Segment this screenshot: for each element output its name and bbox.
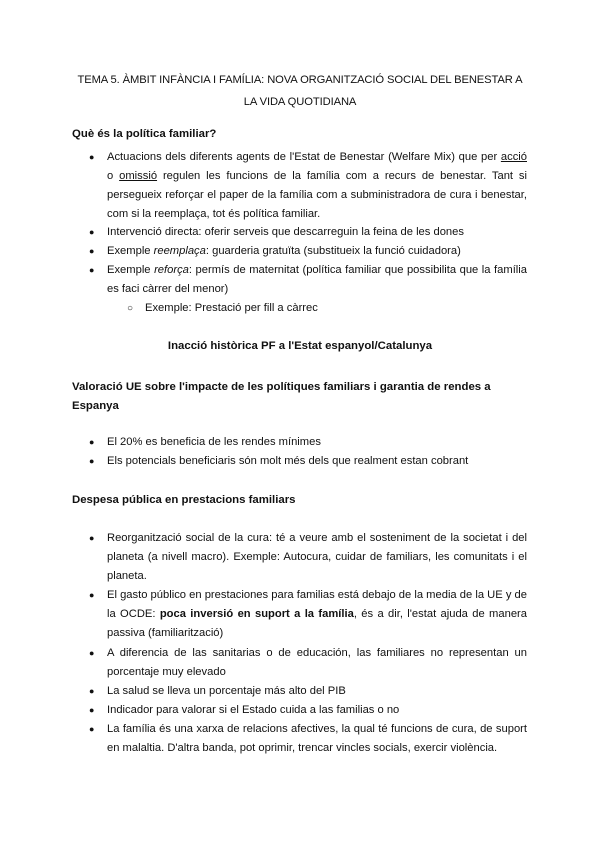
sub-list-item: Exemple: Prestació per fill a càrrec [145,302,318,314]
title-line-1: TEMA 5. ÀMBIT INFÀNCIA I FAMÍLIA: NOVA ORGANITZACIÓ SOCIAL DEL BENESTAR A [77,74,523,86]
heading-public-spending: Despesa pública en prestacions familiars [72,494,296,506]
list-item: Reorganització social de la cura: té a veure amb el sosteniment de la societat i del planeta (a nivell macro). Exemple: Autocura, cuidar de familiars, les comunitats i el planeta. [107,532,527,582]
bullet-marker: ● [89,705,95,715]
bullet-marker: ● [89,724,95,734]
list-item: Intervenció directa: oferir serveis que descarreguin la feina de les dones [107,226,464,238]
bullet-marker: ● [89,686,95,696]
heading-family-policy: Què és la política familiar? [72,128,217,140]
bullet-marker: ● [89,437,95,447]
list-item: La família és una xarxa de relacions afectives, la qual té funcions de cura, de suport en malaltia. D'altra banda, pot oprimir, trencar vincles socials, exercir violència. [107,723,527,754]
list-item: La salud se lleva un porcentaje más alto del PIB [107,685,346,697]
list-item: El 20% es beneficia de les rendes mínimes [107,436,321,448]
sub-bullet-marker: ○ [127,303,134,314]
heading-historical-inaction: Inacció històrica PF a l'Estat espanyol/Catalunya [167,340,433,352]
bullet-marker: ● [89,648,95,658]
list-item: A diferencia de las sanitarias o de educación, las familiares no representan un porcentaje muy elevado [107,647,527,678]
list-item: Actuacions dels diferents agents de l'Estat de Benestar (Welfare Mix) que per acció o omissió regulen les funcions de la família com a recurs de benestar. Tant si persegueix reforçar el paper de la família com a subministradora de cura i benestar, com si la reemplaça, tot és política familiar. [107,151,527,220]
list-item: Exemple reemplaça: guarderia gratuïta (substitueix la funció cuidadora) [107,245,461,257]
title-line-2: LA VIDA QUOTIDIANA [243,96,357,108]
list-item: Exemple reforça: permís de maternitat (política familiar que possibilita que la família es faci càrrer del menor) [107,264,527,295]
bullet-marker: ● [89,227,95,237]
bullet-marker: ● [89,533,95,543]
bullet-marker: ● [89,265,95,275]
bullet-marker: ● [89,456,95,466]
heading-eu-assessment: Valoració UE sobre l'impacte de les polítiques familiars i garantia de rendes a Espanya [72,381,491,412]
document-title [60,69,540,113]
list-item: Indicador para valorar si el Estado cuida a las familias o no [107,704,400,716]
bullet-marker: ● [89,246,95,256]
bullet-marker: ● [89,590,95,600]
bullet-marker: ● [89,152,95,162]
list-item: El gasto público en prestaciones para familias está debajo de la media de la UE y de la OCDE: poca inversió en suport a la família, és a dir, l'estat ajuda de manera passiva (familiarització) [107,589,527,639]
list-item: Els potencials beneficiaris són molt més dels que realment estan cobrant [107,455,469,467]
